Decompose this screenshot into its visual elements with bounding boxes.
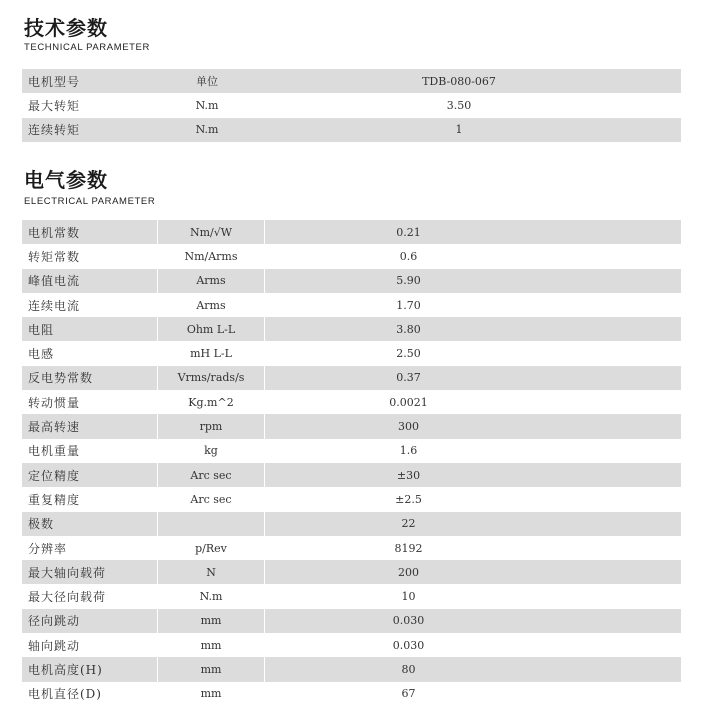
param-unit: Ohm L-L: [186, 322, 236, 336]
param-value: 67: [401, 687, 416, 701]
param-value: ±30: [396, 468, 421, 482]
technical-subtitle: TECHNICAL PARAMETER: [24, 42, 150, 53]
param-value: 0.0021: [389, 395, 428, 409]
table-row: [22, 341, 681, 365]
param-name: 电机常数: [28, 225, 81, 240]
table-row: [22, 439, 681, 463]
param-unit: mm: [200, 638, 222, 652]
param-name: 极数: [28, 517, 55, 532]
table-row: [22, 463, 681, 487]
param-unit: Vrms/rads/s: [177, 371, 245, 385]
param-unit: mH L-L: [190, 347, 232, 361]
table-row: [22, 366, 681, 390]
param-unit: mm: [200, 614, 222, 628]
param-name: 定位精度: [28, 468, 81, 483]
param-unit: rpm: [199, 420, 223, 434]
technical-title: 技术参数: [24, 16, 108, 40]
param-name: 轴向跳动: [28, 638, 81, 653]
table-row: [22, 560, 681, 584]
table-row: [22, 584, 681, 608]
param-value: 300: [398, 420, 419, 434]
param-unit: kg: [204, 444, 218, 458]
param-value: 0.21: [396, 225, 421, 239]
table-row: [22, 244, 681, 268]
electrical-subtitle: ELECTRICAL PARAMETER: [24, 196, 156, 207]
param-value: 2.50: [396, 347, 421, 361]
param-name: 反电势常数: [28, 371, 94, 386]
table-row: [22, 609, 681, 633]
param-name: 电感: [28, 347, 55, 362]
param-value: 5.90: [396, 274, 421, 288]
param-unit: N.m: [195, 98, 219, 112]
param-name: 电机型号: [28, 74, 81, 89]
param-name: 重复精度: [28, 492, 81, 507]
table-row: [22, 487, 681, 511]
param-name: 最大转矩: [28, 98, 81, 113]
param-value: 0.030: [392, 614, 425, 628]
param-value: 1.70: [396, 298, 421, 312]
param-name: 峰值电流: [28, 274, 81, 289]
param-name: 转矩常数: [28, 249, 81, 264]
table-row: [22, 657, 681, 681]
param-unit: Kg.m^2: [188, 395, 234, 409]
param-unit: Nm/√W: [189, 225, 233, 239]
param-name: 最大轴向载荷: [28, 565, 107, 580]
param-unit: mm: [200, 687, 222, 701]
param-unit: Arc sec: [190, 492, 232, 506]
table-row: [22, 293, 681, 317]
param-name: 电机高度(H): [28, 662, 103, 677]
param-value: 3.80: [396, 322, 421, 336]
param-name: 径向跳动: [28, 614, 81, 629]
param-unit: Arms: [196, 298, 226, 312]
param-unit: 单位: [196, 75, 218, 89]
param-name: 电机直径(D): [28, 687, 102, 702]
table-row: [22, 69, 681, 93]
cell-divider: [157, 512, 158, 536]
param-unit: p/Rev: [195, 541, 227, 555]
param-value: 0.6: [399, 249, 418, 263]
param-name: 电阻: [28, 322, 55, 337]
param-value: ±2.5: [395, 492, 422, 506]
param-value: TDB-080-067: [422, 74, 496, 88]
param-unit: Nm/Arms: [184, 249, 238, 263]
param-unit: N.m: [199, 590, 223, 604]
table-row: [22, 682, 681, 706]
table-row: [22, 317, 681, 341]
param-value: 22: [401, 517, 416, 531]
technical-table: [22, 69, 681, 142]
table-row: [22, 269, 681, 293]
param-value: 3.50: [446, 98, 472, 112]
param-unit: Arms: [196, 274, 226, 288]
param-name: 连续转矩: [28, 123, 81, 138]
param-unit: N.m: [195, 123, 219, 137]
electrical-title: 电气参数: [24, 168, 108, 192]
param-name: 转动惯量: [28, 395, 81, 410]
param-unit: Arc sec: [190, 468, 232, 482]
param-name: 最大径向载荷: [28, 590, 107, 605]
param-name: 连续电流: [28, 298, 81, 313]
table-row: [22, 93, 681, 117]
param-value: 1.6: [399, 444, 418, 458]
table-row: [22, 118, 681, 142]
table-row: [22, 414, 681, 438]
table-row: [22, 512, 681, 536]
param-unit: N: [206, 565, 216, 579]
table-row: [22, 390, 681, 414]
param-value: 0.030: [392, 638, 425, 652]
param-value: 200: [398, 565, 419, 579]
param-value: 1: [455, 123, 463, 137]
param-unit: mm: [200, 662, 222, 676]
table-row: [22, 633, 681, 657]
param-value: 0.37: [396, 371, 421, 385]
param-name: 分辨率: [28, 541, 68, 556]
electrical-table: [22, 220, 681, 706]
param-value: 80: [401, 662, 416, 676]
param-name: 电机重量: [28, 444, 81, 459]
table-row: [22, 536, 681, 560]
param-value: 8192: [394, 541, 423, 555]
table-row: [22, 220, 681, 244]
param-name: 最高转速: [28, 420, 81, 435]
param-value: 10: [401, 590, 416, 604]
